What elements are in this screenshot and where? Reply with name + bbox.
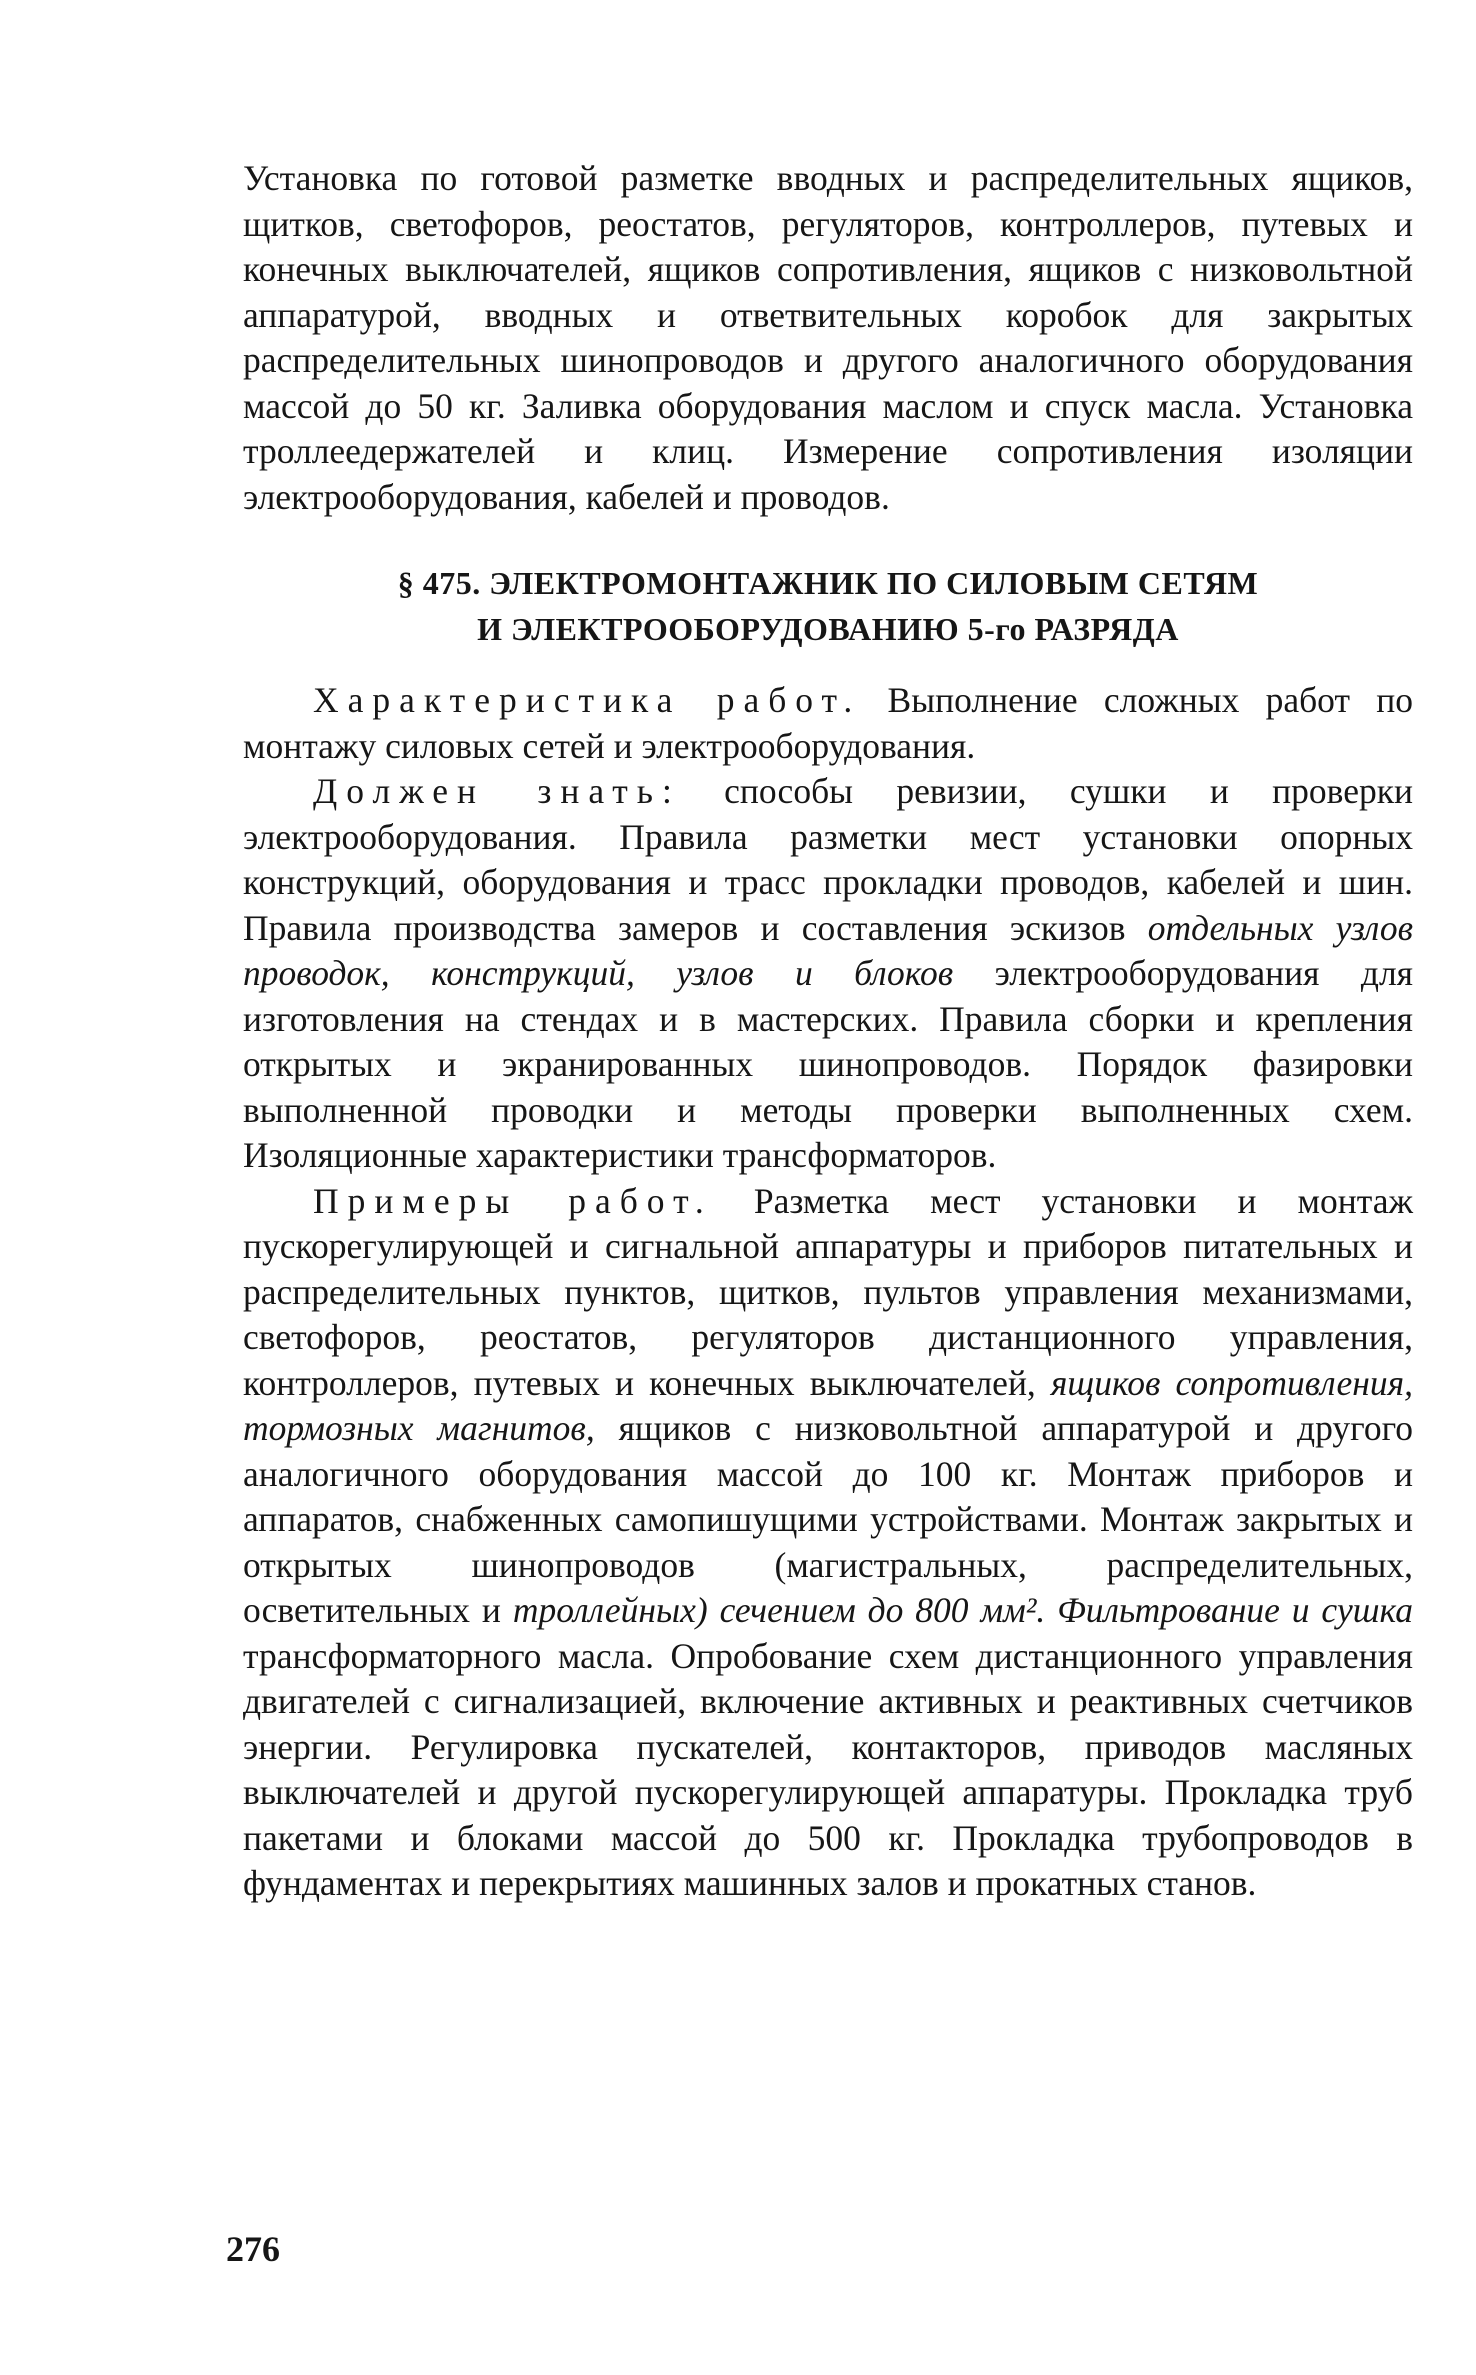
section-title-line2: И ЭЛЕКТРООБОРУДОВАНИЮ 5-го РАЗРЯДА <box>477 611 1179 647</box>
characteristics-paragraph <box>243 678 1413 769</box>
must-know-heading: Должен знать: <box>313 771 681 811</box>
section-title <box>243 560 1413 652</box>
examples-text-2: ящиков сопротивления, тормозных магнитов, <box>243 1362 1413 1448</box>
text-column <box>243 156 1413 1907</box>
must-know-paragraph <box>243 769 1413 1179</box>
examples-text-3: ящиков с низковольтной аппаратурой и другого аналогичного оборудования массой до 100 кг. Монтаж приборов и аппаратов, снабженных самопишущими устройствами. Монтаж закрытых и открытых шинопроводов (магистральных, распределительных, осветительных и <box>243 1408 1414 1630</box>
examples-text-5: трансформаторного масла. Опробование схем дистанционного управления двигателей с сигнализацией, включение активных и реактивных счетчиков энергии. Регулировка пускателей, контакторов, приводов масляных выключателей и другой пускорегулирующей аппаратуры. Прокладка труб пакетами и блоками массой до 500 кг. Прокладка трубопроводов в фундаментах и перекрытиях машинных залов и прокатных станов. <box>243 1635 1413 1903</box>
examples-heading: Примеры работ. <box>313 1180 713 1221</box>
must-know-text-2: отдельных узлов проводок, конструкций, узлов и блоков <box>243 907 1413 993</box>
characteristics-text: Выполнение сложных работ по монтажу силовых сетей и электрооборудования. <box>243 680 1413 766</box>
intro-paragraph: Установка по готовой разметке вводных и распределительных ящиков, щитков, светофоров, реостатов, регуляторов, контроллеров, путевых и конечных выключателей, ящиков сопротивления, ящиков с низковольтной аппаратурой, вводных и ответвительных коробок для закрытых распределительных шинопроводов и другого аналогичного оборудования массой до 50 кг. Заливка оборудования маслом и спуск масла. Установка троллеедержателей и клиц. Измерение сопротивления изоляции электрооборудования, кабелей и проводов. <box>243 158 1413 517</box>
examples-text-4: троллейных) сечением до 800 мм². Фильтрование и сушка <box>512 1590 1413 1630</box>
examples-paragraph <box>243 1179 1413 1907</box>
section-title-line1: § 475. ЭЛЕКТРОМОНТАЖНИК ПО СИЛОВЫМ СЕТЯМ <box>397 565 1259 601</box>
must-know-text-3: электрооборудования для изготовления на стендах и в мастерских. Правила сборки и крепления открытых и экранированных шинопроводов. Порядок фазировки выполненной проводки и методы проверки выполненных схем. Изоляционные характеристики трансформаторов. <box>243 953 1413 1175</box>
page-number: 276 <box>226 2229 280 2269</box>
characteristics-heading: Характеристика работ. <box>313 680 862 720</box>
examples-text-1: Разметка мест установки и монтаж пускорегулирующей и сигнальной аппаратуры и приборов питательных и распределительных пунктов, щитков, пультов управления механизмами, светофоров, реостатов, регуляторов дистанционного управления, контроллеров, путевых и конечных выключателей, <box>243 1180 1413 1403</box>
must-know-text-1: способы ревизии, сушки и проверки электрооборудования. Правила разметки мест установки опорных конструкций, оборудования и трасс прокладки проводов, кабелей и шин. Правила производства замеров и составления эскизов <box>243 771 1413 948</box>
